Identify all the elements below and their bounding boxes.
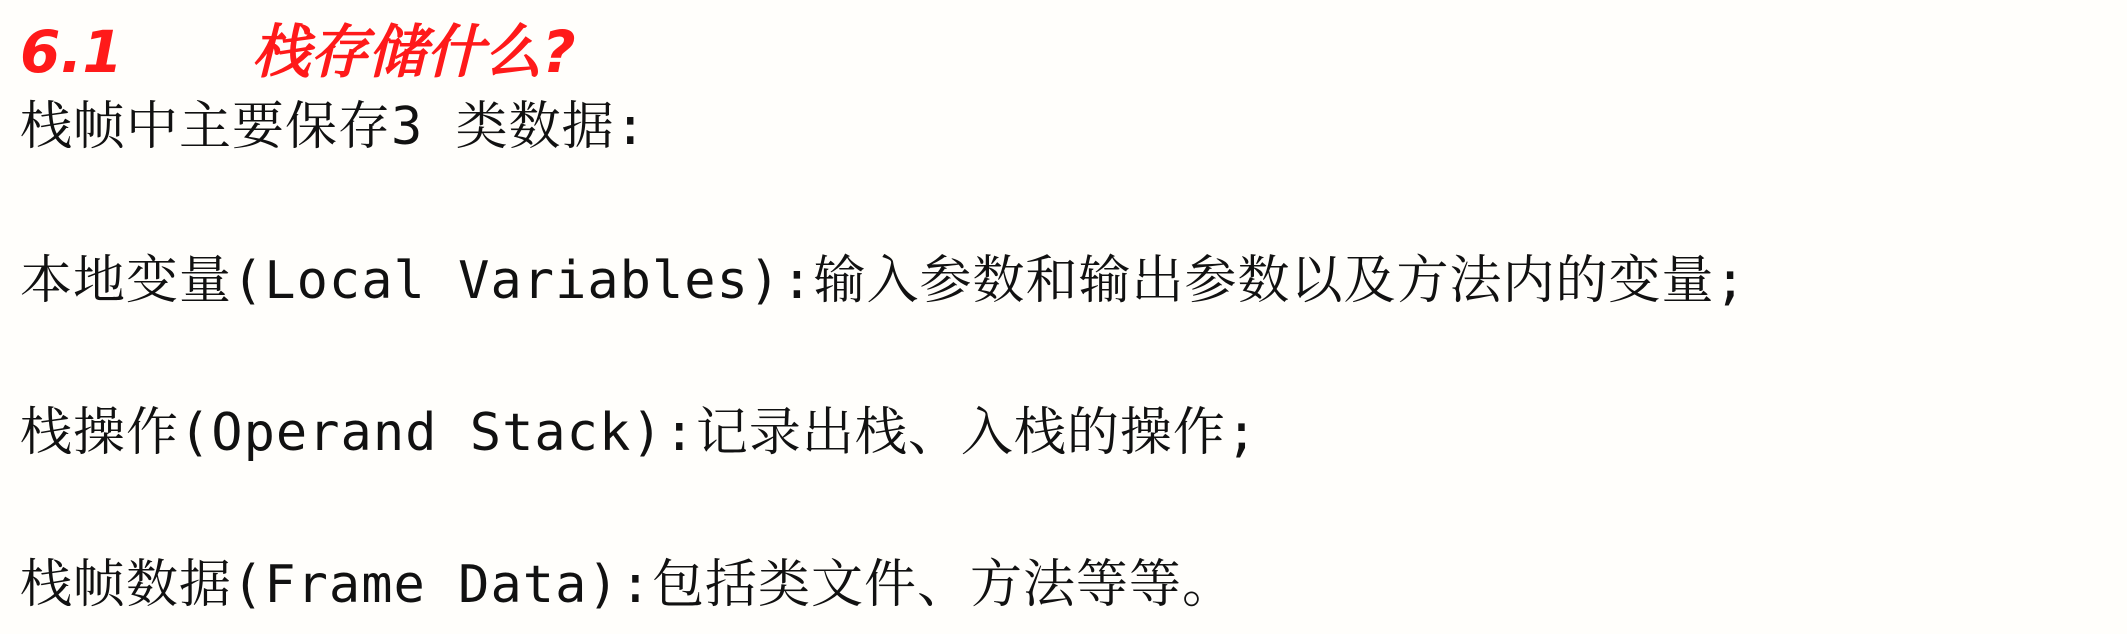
frame-data-term: 栈帧数据(Frame Data) [20,555,620,615]
operand-stack-term: 栈操作(Operand Stack) [20,403,664,463]
frame-data-description: :包括类文件、方法等等。 [619,555,1235,615]
intro-text: 栈帧中主要保存3 类数据: [20,97,647,157]
operand-stack-description: :记录出栈、入栈的操作; [663,403,1259,463]
local-variables-description: :输入参数和输出参数以及方法内的变量; [781,251,1747,311]
local-variables-term: 本地变量(Local Variables) [20,251,782,311]
section-number: 6.1 [20,18,123,86]
local-variables-item [20,246,1747,316]
frame-data-item [20,550,1235,620]
section-title: 栈存储什么? [252,18,576,86]
operand-stack-item [20,398,1258,468]
section-heading [20,10,576,94]
